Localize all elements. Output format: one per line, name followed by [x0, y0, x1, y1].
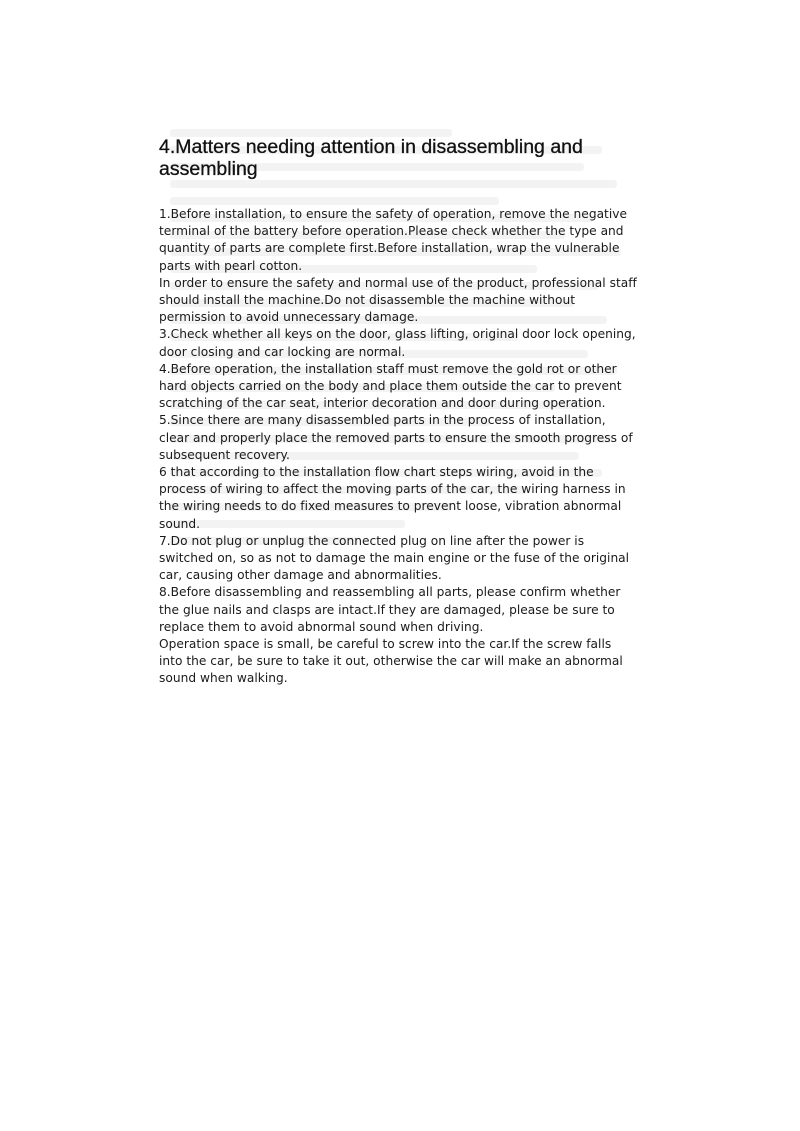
paragraph-8: 8.Before disassembling and reassembling all parts, please confirm whether the glue nails and clasps are intact.If they are damaged, please be sure to replace them to avoid abnormal sound when driving. [159, 585, 621, 634]
document-content [159, 136, 637, 688]
paragraph-6: 6 that according to the installation flow chart steps wiring, avoid in the process of wiring to affect the moving parts of the car, the wiring harness in the wiring needs to do fixed measures to prevent loose, vibration abnormal sound. [159, 465, 626, 531]
paragraph-5: 5.Since there are many disassembled parts in the process of installation, clear and properly place the removed parts to ensure the smooth progress of subsequent recovery. [159, 413, 633, 462]
paragraph-2: In order to ensure the safety and normal use of the product, professional staff should install the machine.Do not disassemble the machine without permission to avoid unnecessary damage. [159, 275, 637, 325]
paragraph-4: 4.Before operation, the installation staff must remove the gold rot or other hard objects carried on the body and place them outside the car to prevent scratching of the car seat, interior decoration and door during operation. [159, 361, 622, 411]
section-heading: 4.Matters needing attention in disassembling and assembling [159, 136, 583, 180]
paragraph-9: Operation space is small, be careful to screw into the car.If the screw falls into the car, be sure to take it out, otherwise the car will make an abnormal sound when walking. [159, 637, 623, 686]
paragraph-3: 3.Check whether all keys on the door, glass lifting, original door lock opening, door closing and car locking are normal. [159, 327, 636, 359]
paragraph-7: 7.Do not plug or unplug the connected plug on line after the power is switched on, so as not to damage the main engine or the fuse of the original car, causing other damage and abnormalities. [159, 533, 630, 583]
paragraph-1: 1.Before installation, to ensure the safety of operation, remove the negative terminal of the battery before operation.Please check whether the type and quantity of parts are complete first.Before installation, wrap the vulnerable parts with pearl cotton. [159, 207, 628, 273]
